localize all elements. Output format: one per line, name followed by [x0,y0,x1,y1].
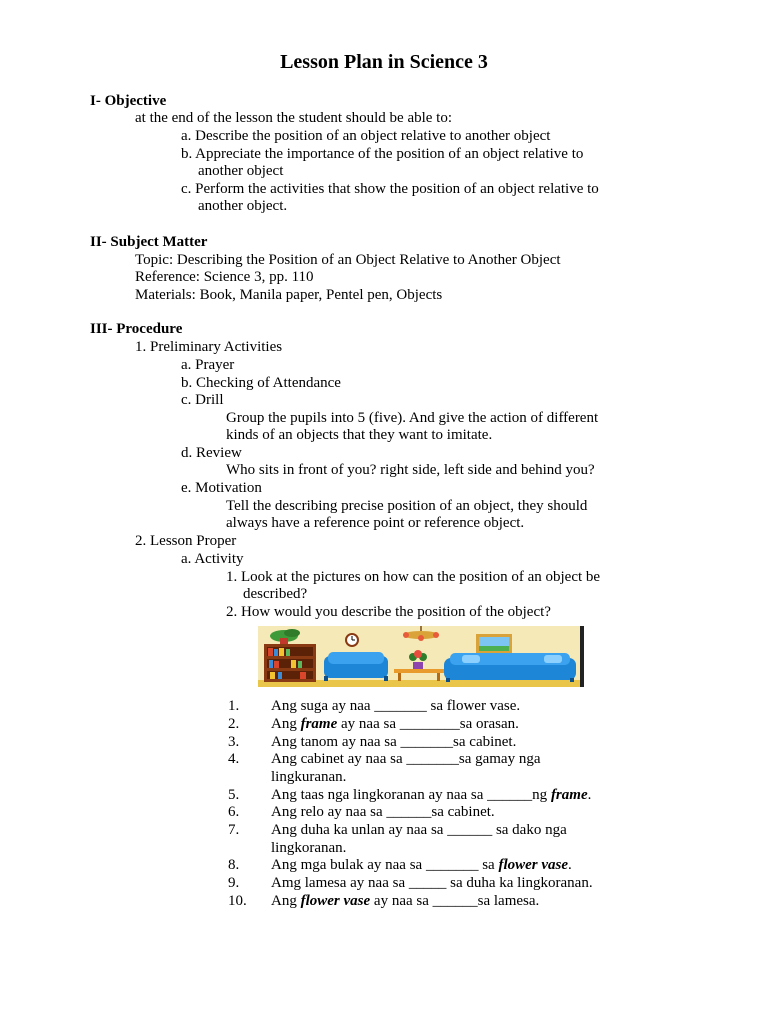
objective-item: b. Appreciate the importance of the position of an object relative to [181,146,584,162]
question-text-continued: lingkuranan. [271,769,347,785]
question-text: Ang relo ay naa sa ______sa cabinet. [271,804,495,820]
activity-question: described? [243,586,308,602]
preliminary-activities: 1. Preliminary Activities [135,339,283,355]
activity-question: 2. How would you describe the position of the object? [226,604,551,620]
objective-item: another object. [198,198,288,214]
objective-item: another object [198,163,284,179]
question-text-continued: lingkoranan. [271,840,347,856]
motivation-item: e. Motivation [181,480,262,496]
question-number: 1. [228,698,240,714]
question-number: 8. [228,857,240,873]
question-text: Ang cabinet ay naa sa _______sa gamay nga [271,751,541,767]
question-text: Ang taas nga lingkoranan ay naa sa ______ng frame. [271,787,592,803]
question-number: 5. [228,787,240,803]
objective-item: c. Perform the activities that show the position of an object relative to [181,181,599,197]
question-number: 9. [228,875,240,891]
objective-heading: I- Objective [90,93,167,109]
question-number: 3. [228,734,240,750]
review-text: Who sits in front of you? right side, left side and behind you? [226,462,595,478]
cabinet [264,644,316,682]
objective-item: a. Describe the position of an object relative to another object [181,128,551,144]
question-number: 10. [228,893,247,909]
question-text: Ang suga ay naa _______ sa flower vase. [271,698,521,714]
activity-question: 1. Look at the pictures on how can the position of an object be [226,569,601,585]
question-text: Ang flower vase ay naa sa ______sa lamesa. [271,893,540,909]
topic-line: Topic: Describing the Position of an Object Relative to Another Object [135,252,561,268]
objective-intro: at the end of the lesson the student should be able to: [135,110,453,126]
question-number: 6. [228,804,240,820]
question-text: Ang duha ka unlan ay naa sa ______ sa dako nga [271,822,567,838]
picture-frame [476,634,512,654]
question-number: 4. [228,751,240,767]
attendance-item: b. Checking of Attendance [181,375,341,391]
question-text: Ang tanom ay naa sa _______sa cabinet. [271,734,517,750]
question-number: 7. [228,822,240,838]
page-title: Lesson Plan in Science 3 [280,51,488,73]
question-number: 2. [228,716,240,732]
drill-text: kinds of an objects that they want to imitate. [226,427,493,443]
lesson-proper: 2. Lesson Proper [135,533,237,549]
frame-edge [580,626,584,687]
question-text: Ang frame ay naa sa ________sa orasan. [271,716,519,732]
review-item: d. Review [181,445,242,461]
prayer-item: a. Prayer [181,357,235,373]
drill-item: c. Drill [181,392,224,408]
clock [346,634,358,646]
large-sofa [444,653,576,682]
question-text: Amg lamesa ay naa sa _____ sa duha ka lingkoranan. [271,875,593,891]
procedure-heading: III- Procedure [90,321,183,337]
activity-item: a. Activity [181,551,244,567]
small-sofa [324,652,388,681]
reference-line: Reference: Science 3, pp. 110 [135,269,314,285]
motivation-text: Tell the describing precise position of an object, they should [226,498,588,514]
motivation-text: always have a reference point or reference object. [226,515,525,531]
living-room-illustration [258,626,584,687]
question-text: Ang mga bulak ay naa sa _______ sa flower vase. [271,857,572,873]
materials-line: Materials: Book, Manila paper, Pentel pen, Objects [135,287,443,303]
subject-matter-heading: II- Subject Matter [90,234,208,250]
drill-text: Group the pupils into 5 (five). And give the action of different [226,410,599,426]
